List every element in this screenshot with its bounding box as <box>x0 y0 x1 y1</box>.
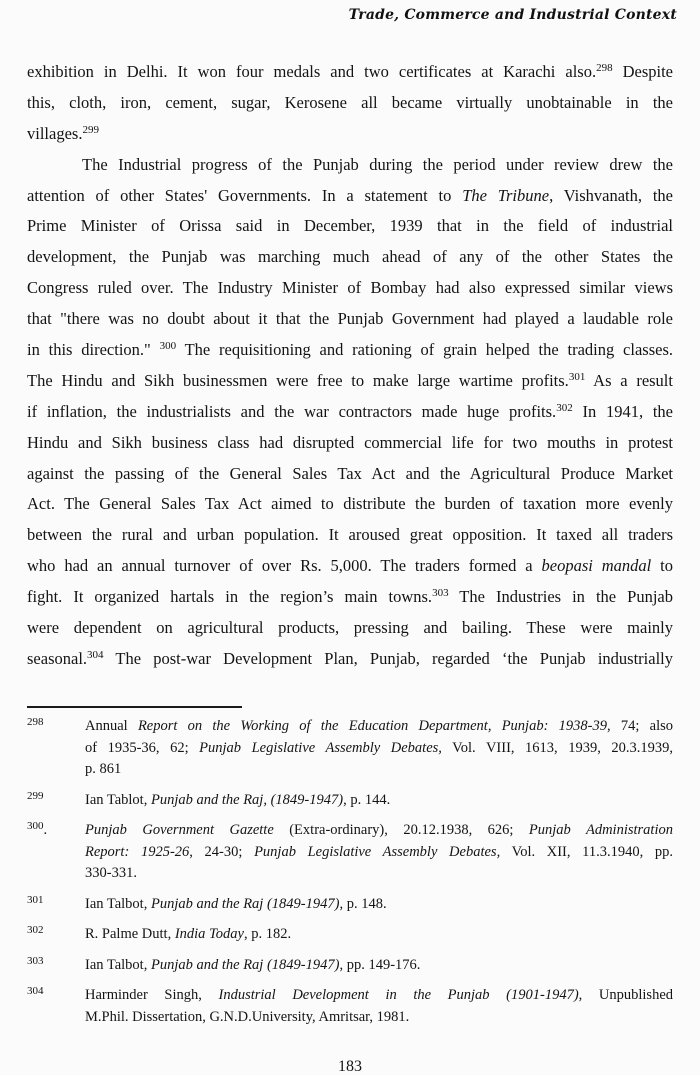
footnotes-section <box>27 716 673 1037</box>
body-line: Hindu and Sikh business class had disrupted commercial life for two mouths in protest <box>27 432 673 452</box>
body-line: this, cloth, iron, cement, sugar, Kerosene all became virtually unobtainable in the <box>27 92 673 112</box>
footnote-number: $^{300}$. <box>27 820 48 838</box>
body-line: development, the Punjab was marching much ahead of any of the other States the <box>27 247 673 267</box>
footnote-line: Punjab Government Gazette (Extra-ordinary), 20.12.1938, 626; Punjab Administration <box>85 822 673 838</box>
page-number: 183 <box>338 1058 362 1075</box>
body-line: The Hindu and Sikh businessmen were free to make large wartime profits.$^{301}$ As a result <box>27 370 673 390</box>
footnote-line: Annual Report on the Working of the Education Department, Punjab: 1938-39, 74; also <box>85 718 674 734</box>
footnote <box>27 820 673 885</box>
footnote <box>27 924 673 946</box>
body-line: were dependent on agricultural products, pressing and bailing. These were mainly <box>27 618 673 638</box>
body-line: Congress ruled over. The Industry Minister of Bombay had also expressed similar views <box>27 278 673 298</box>
footnote-line: Report: 1925-26, 24-30; Punjab Legislative Assembly Debates, Vol. XII, 11.3.1940, pp. <box>85 843 674 860</box>
footnote <box>27 985 673 1028</box>
footnote-line: Ian Talbot, Punjab and the Raj (1849-1947), p. 148. <box>85 895 387 912</box>
footnote-line: Harminder Singh, Industrial Development in the Punjab (1901-1947), Unpublished <box>85 987 674 1003</box>
body-line: between the rural and urban population. It aroused great opposition. It taxed all traders <box>27 525 673 545</box>
footnote <box>27 716 673 781</box>
footnote-number: 298 <box>27 716 44 728</box>
footnote-line: M.Phil. Dissertation, G.N.D.University, Amritsar, 1981. <box>85 1008 410 1025</box>
footnote-separator <box>27 706 242 708</box>
body-line: that "there was no doubt about it that the Punjab Government had played a laudable role <box>27 309 673 329</box>
body-line: seasonal.$^{304}$ The post-war Development Plan, Punjab, regarded ‘the Punjab industrially <box>27 648 673 668</box>
running-header: Trade, Commerce and Industrial Context <box>348 7 677 23</box>
body-line: Act. The General Sales Tax Act aimed to distribute the burden of taxation more evenly <box>27 494 673 514</box>
body-line: who had an annual turnover of over Rs. 5,000. The traders formed a beopasi mandal to <box>27 556 673 576</box>
footnote-number: 303 <box>27 954 44 967</box>
body-line: exhibition in Delhi. It won four medals and two certificates at Karachi also.$^{298}$ Despite <box>27 62 674 81</box>
body-line: Prime Minister of Orissa said in December, 1939 that in the field of industrial <box>27 216 673 236</box>
body-line: against the passing of the General Sales Tax Act and the Agricultural Produce Market <box>27 463 673 483</box>
body-line: fight. It organized hartals in the region’s main towns.$^{303}$ The Industries in the Punjab <box>27 587 673 607</box>
body-text <box>27 57 673 675</box>
footnote-number: 301 <box>27 893 44 906</box>
body-line: villages.$^{299}$ <box>27 123 99 143</box>
footnote <box>27 894 673 916</box>
footnote <box>27 955 673 977</box>
footnote-line: of 1935-36, 62; Punjab Legislative Assembly Debates, Vol. VIII, 1613, 1939, 20.3.1939, <box>85 739 673 756</box>
footnote-line: p. 861 <box>85 761 122 777</box>
footnote-line: 330-331. <box>85 865 137 881</box>
body-line: attention of other States' Governments. In a statement to The Tribune, Vishvanath, the <box>27 185 673 205</box>
footnote-number: 302 <box>27 924 44 936</box>
footnote <box>27 790 673 812</box>
footnote-number: 299 <box>27 789 44 802</box>
footnote-line: R. Palme Dutt, India Today, p. 182. <box>85 926 292 942</box>
body-line: The Industrial progress of the Punjab during the period under review drew the <box>82 154 673 174</box>
body-line: in this direction." $^{300}$ The requisitioning and rationing of grain helped the trading classes. <box>27 340 673 360</box>
footnote-number: 304 <box>27 985 44 997</box>
footnote-line: Ian Talbot, Punjab and the Raj (1849-1947), pp. 149-176. <box>85 956 421 973</box>
footnote-line: Ian Tablot, Punjab and the Raj, (1849-1947), p. 144. <box>85 791 391 808</box>
body-line: if inflation, the industrialists and the war contractors made huge profits.$^{302}$ In 1941, the <box>27 401 673 421</box>
